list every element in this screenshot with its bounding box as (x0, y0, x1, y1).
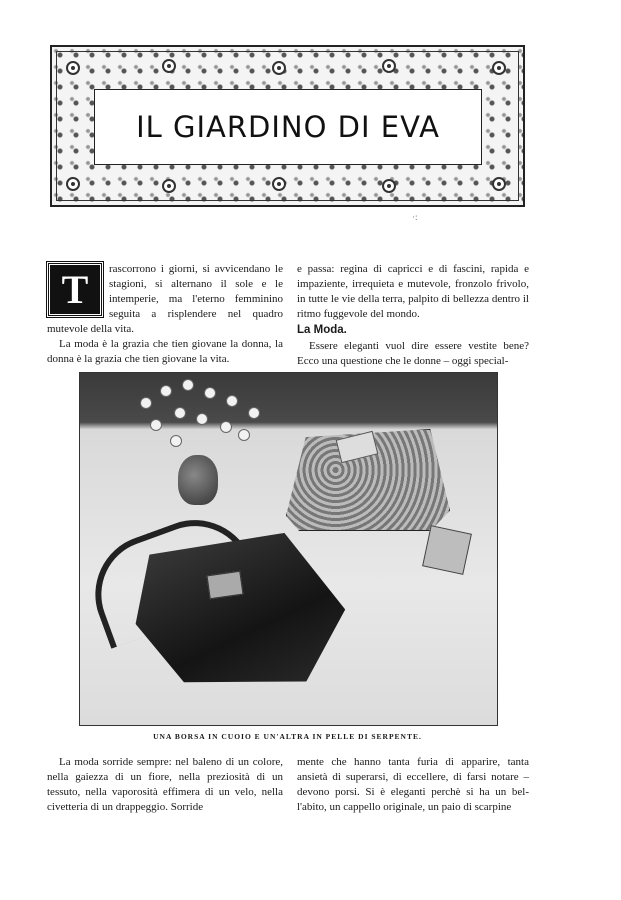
page-title: IL GIARDINO DI EVA (136, 110, 440, 144)
flower-icon (492, 177, 506, 191)
leather-bag-clasp (206, 571, 243, 599)
flower-icon (162, 59, 176, 73)
flower-icon (162, 179, 176, 193)
flower-icon (382, 59, 396, 73)
flower-icon (272, 177, 286, 191)
text-column-4 (297, 755, 529, 815)
flower-icon (66, 61, 80, 75)
header-title-panel (94, 89, 482, 165)
flower-icon (492, 61, 506, 75)
flower-icon (66, 177, 80, 191)
handbags-photograph (79, 372, 498, 726)
dropcap-initial: T (47, 262, 103, 317)
ornamental-header-frame (50, 45, 525, 207)
text-column-2 (297, 262, 529, 369)
paragraph: rascorrono i giorni, si avvicendano le stagioni, si alternano il sole e le intemperie, ma l'eterno femminino seguita a risplendere nel quadro mutevole della vita. (47, 263, 283, 335)
flower-icon (382, 179, 396, 193)
paragraph: La moda sorride sempre: nel baleno di un colore, nella gaiezza di un fiore, nella preziosità di un tessuto, nella vaporosità effimera di un velo, nella civetteria di un drappeggio. Sorride (47, 756, 283, 813)
flower-icon (272, 61, 286, 75)
paragraph: e passa: regina di capricci e di fascini, rapida e impaziente, irrequieta e mutevole, fronzolo frivolo, in tutte le vie della terra, palpito di bellezza dentro il ritmo fuggevole del mondo. (297, 263, 529, 320)
text-column-1 (47, 262, 283, 367)
photo-caption: UNA BORSA IN CUOIO E UN'ALTRA IN PELLE DI SERPENTE. (153, 732, 422, 741)
section-heading: La Moda. (297, 324, 347, 336)
compact-case (422, 525, 472, 575)
flower-bouquet (130, 377, 270, 467)
print-speck: ·: (412, 212, 418, 222)
paragraph: Essere eleganti vuol dire essere vestite bene? Ecco una questione che le donne – oggi special- (297, 340, 529, 367)
paragraph: mente che hanno tanta furia di apparire, tanta ansietà di superarsi, di eccellere, di farsi notare – devono porsi. Si è eleganti perchè si ha un bel-l'abito, un cappello originale, un paio di scarpine (297, 756, 529, 813)
paragraph: La moda è la grazia che tien giovane la donna, la donna è la grazia che tien giovane la vita. (47, 338, 283, 365)
leather-bag (128, 527, 353, 698)
glass-vase (178, 455, 218, 505)
text-column-3 (47, 755, 283, 815)
